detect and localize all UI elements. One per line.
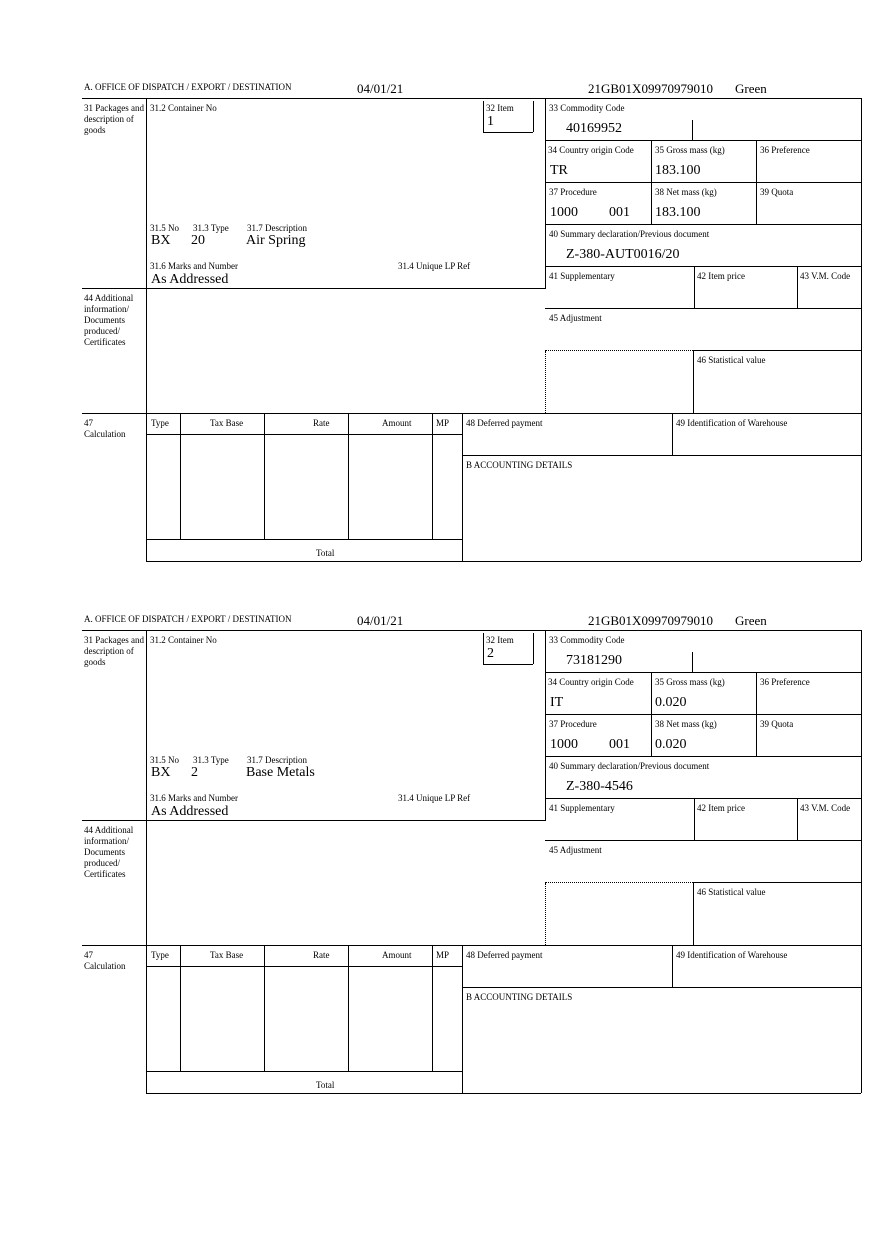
procedure-value-a: 1000 xyxy=(550,205,578,220)
no-label: 31.5 No xyxy=(150,223,179,233)
type-value: 20 xyxy=(191,233,205,248)
no-value: BX xyxy=(151,233,171,248)
summary-decl-label: 40 Summary declaration/Previous document xyxy=(549,229,710,239)
statistical-value-label: 46 Statistical value xyxy=(697,355,766,365)
unique-lp-label: 31.4 Unique LP Ref xyxy=(398,261,471,271)
description-value: Base Metals xyxy=(246,765,315,780)
gross-mass-value: 183.100 xyxy=(655,163,701,178)
rate-header: Rate xyxy=(313,950,330,960)
commodity-code-value: 40169952 xyxy=(566,121,622,136)
adjustment-label: 45 Adjustment xyxy=(549,845,602,855)
deferred-payment-label: 48 Deferred payment xyxy=(466,418,543,428)
summary-decl-value: Z-380-AUT0016/20 xyxy=(566,247,680,262)
calculation-label: 47 Calculation xyxy=(84,418,126,439)
declaration-form-1 xyxy=(0,0,882,558)
accounting-label: B ACCOUNTING DETAILS xyxy=(466,460,573,470)
amount-header: Amount xyxy=(382,418,412,428)
calculation-label: 47 Calculation xyxy=(84,950,126,971)
statistical-value-label: 46 Statistical value xyxy=(697,887,766,897)
marks-value: As Addressed xyxy=(151,272,229,287)
declaration-form-2 xyxy=(0,532,882,1090)
tax-base-header: Tax Base xyxy=(210,418,244,428)
additional-info-label: 44 Additional information/ Documents produced/ Certificates xyxy=(84,293,134,347)
mp-header: MP xyxy=(436,950,450,960)
accounting-label: B ACCOUNTING DETAILS xyxy=(466,992,573,1002)
amount-header: Amount xyxy=(382,950,412,960)
description-value: Air Spring xyxy=(246,233,306,248)
header-route: Green xyxy=(735,81,767,96)
net-mass-value: 183.100 xyxy=(655,205,701,220)
supplementary-label: 41 Supplementary xyxy=(549,803,615,813)
marks-value: As Addressed xyxy=(151,804,229,819)
packages-label: 31 Packages and description of goods xyxy=(84,635,144,667)
procedure-value-b: 001 xyxy=(609,205,630,220)
item-value: 2 xyxy=(487,646,494,661)
gross-mass-label: 35 Gross mass (kg) xyxy=(655,145,725,155)
net-mass-value: 0.020 xyxy=(655,737,687,752)
description-label: 31.7 Description xyxy=(247,755,307,765)
country-origin-label: 34 Country origin Code xyxy=(548,145,634,155)
type-label: 31.3 Type xyxy=(193,223,229,233)
item-price-label: 42 Item price xyxy=(697,271,745,281)
commodity-code-label: 33 Commodity Code xyxy=(549,103,625,113)
item-price-label: 42 Item price xyxy=(697,803,745,813)
vm-code-label: 43 V.M. Code xyxy=(800,803,851,813)
total-label: Total xyxy=(316,548,335,558)
calc-type-header: Type xyxy=(151,418,169,428)
marks-label: 31.6 Marks and Number xyxy=(150,261,238,271)
procedure-label: 37 Procedure xyxy=(549,187,597,197)
header-route: Green xyxy=(735,613,767,628)
summary-decl-label: 40 Summary declaration/Previous document xyxy=(549,761,710,771)
gross-mass-value: 0.020 xyxy=(655,695,687,710)
office-label: A. OFFICE OF DISPATCH / EXPORT / DESTINATION xyxy=(84,614,292,624)
commodity-code-value: 73181290 xyxy=(566,653,622,668)
item-label: 32 Item xyxy=(486,635,514,645)
packages-label: 31 Packages and description of goods xyxy=(84,103,144,135)
country-origin-label: 34 Country origin Code xyxy=(548,677,634,687)
preference-label: 36 Preference xyxy=(760,145,810,155)
item-label: 32 Item xyxy=(486,103,514,113)
procedure-label: 37 Procedure xyxy=(549,719,597,729)
office-label: A. OFFICE OF DISPATCH / EXPORT / DESTINATION xyxy=(84,82,292,92)
header-reference: 21GB01X09970979010 xyxy=(588,81,713,96)
net-mass-label: 38 Net mass (kg) xyxy=(655,719,717,729)
warehouse-label: 49 Identification of Warehouse xyxy=(676,950,788,960)
type-label: 31.3 Type xyxy=(193,755,229,765)
rate-header: Rate xyxy=(313,418,330,428)
mp-header: MP xyxy=(436,418,450,428)
procedure-value-b: 001 xyxy=(609,737,630,752)
tax-base-header: Tax Base xyxy=(210,950,244,960)
description-label: 31.7 Description xyxy=(247,223,307,233)
gross-mass-label: 35 Gross mass (kg) xyxy=(655,677,725,687)
country-origin-value: IT xyxy=(550,695,564,710)
calc-type-header: Type xyxy=(151,950,169,960)
country-origin-value: TR xyxy=(550,163,568,178)
supplementary-label: 41 Supplementary xyxy=(549,271,615,281)
unique-lp-label: 31.4 Unique LP Ref xyxy=(398,793,471,803)
marks-label: 31.6 Marks and Number xyxy=(150,793,238,803)
no-value: BX xyxy=(151,765,171,780)
warehouse-label: 49 Identification of Warehouse xyxy=(676,418,788,428)
header-date: 04/01/21 xyxy=(357,81,404,96)
type-value: 2 xyxy=(191,765,198,780)
no-label: 31.5 No xyxy=(150,755,179,765)
vm-code-label: 43 V.M. Code xyxy=(800,271,851,281)
commodity-code-label: 33 Commodity Code xyxy=(549,635,625,645)
deferred-payment-label: 48 Deferred payment xyxy=(466,950,543,960)
header-date: 04/01/21 xyxy=(357,613,404,628)
preference-label: 36 Preference xyxy=(760,677,810,687)
procedure-value-a: 1000 xyxy=(550,737,578,752)
quota-label: 39 Quota xyxy=(760,719,794,729)
container-no-label: 31.2 Container No xyxy=(150,635,217,645)
total-label: Total xyxy=(316,1080,335,1090)
item-value: 1 xyxy=(487,114,494,129)
net-mass-label: 38 Net mass (kg) xyxy=(655,187,717,197)
additional-info-label: 44 Additional information/ Documents produced/ Certificates xyxy=(84,825,134,879)
summary-decl-value: Z-380-4546 xyxy=(566,779,633,794)
container-no-label: 31.2 Container No xyxy=(150,103,217,113)
header-reference: 21GB01X09970979010 xyxy=(588,613,713,628)
adjustment-label: 45 Adjustment xyxy=(549,313,602,323)
quota-label: 39 Quota xyxy=(760,187,794,197)
